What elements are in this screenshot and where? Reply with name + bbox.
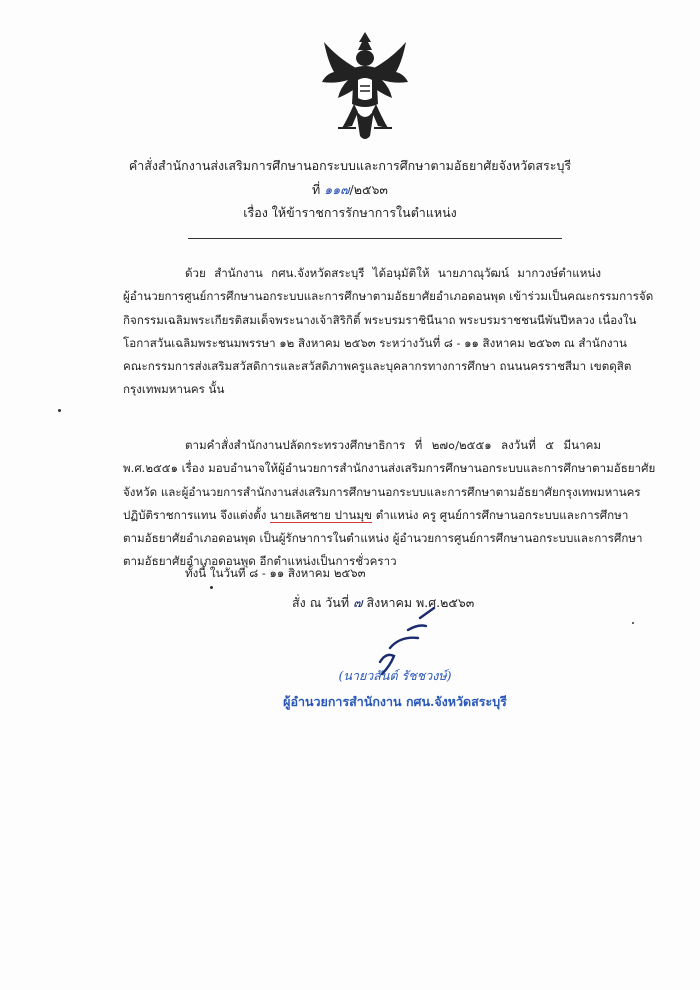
order-number bbox=[0, 180, 700, 200]
scan-speck bbox=[58, 409, 61, 412]
signer-position: ผู้อำนวยการสำนักงาน กศน.จังหวัดสระบุรี bbox=[283, 694, 507, 709]
order-number-handwritten: ๑๑๗ bbox=[324, 182, 350, 197]
para2-line4-after: ตำแหน่ง ครู ศูนย์การศึกษานอกระบบและการศึกษา bbox=[372, 507, 629, 522]
paragraph-3 bbox=[123, 562, 601, 585]
para1-line: กรุงเทพมหานคร นั้น bbox=[123, 382, 225, 397]
signing-date-middle: สิงหาคม พ.ศ. bbox=[366, 595, 441, 610]
para3-line: ทั้งนี้ ในวันที่ ๘ - ๑๑ สิงหาคม ๒๕๖๓ bbox=[185, 566, 366, 580]
order-title: คำสั่งสำนักงานส่งเสริมการศึกษานอกระบบและการศึกษาตามอัธยาศัยจังหวัดสระบุรี bbox=[128, 158, 572, 173]
order-number-suffix: /๒๕๖๓ bbox=[349, 182, 388, 197]
order-subject: เรื่อง ให้ข้าราชการรักษาการในตำแหน่ง bbox=[243, 205, 457, 220]
para1-line: โอกาสวันเฉลิมพระชนมพรรษา ๑๒ สิงหาคม ๒๕๖๓ ระหว่างวันที่ ๘ - ๑๑ สิงหาคม ๒๕๖๓ ณ สำนักงาน bbox=[123, 335, 627, 350]
divider-line bbox=[188, 238, 562, 239]
order-number-prefix: ที่ bbox=[312, 182, 321, 197]
scan-speck bbox=[210, 586, 213, 589]
para1-line: กิจกรรมเฉลิมพระเกียรติสมเด็จพระนางเจ้าสิริกิติ์ พระบรมราชินีนาถ พระบรมราชชนนีพันปีหลวง เนื่องใน bbox=[123, 312, 637, 327]
signing-day-handwritten: ๗ bbox=[353, 595, 363, 610]
para2-line: พ.ศ.๒๕๕๑ เรื่อง มอบอำนาจให้ผู้อำนวยการสำนักงานส่งเสริมการศึกษานอกระบบและการศึกษาตามอัธยาศัย bbox=[123, 461, 656, 476]
para1-line: ด้วย สำนักงาน กศน.จังหวัดสระบุรี ได้อนุมัติให้ นายภาณุวัฒน์ มากวงษ์ตำแหน่ง bbox=[185, 266, 601, 280]
para2-line: ตามอัธยาศัยอำเภอดอนพุด เป็นผู้รักษาการในตำแหน่ง ผู้อำนวยการศูนย์การศึกษานอกระบบและการศึกษา bbox=[123, 531, 643, 546]
paragraph-2 bbox=[123, 434, 656, 574]
para2-line: ตามอัธยาศัยอำเภอดอนพุด อีกตำแหน่งเป็นการชั่วคราว bbox=[123, 554, 397, 569]
signing-date-prefix: สั่ง ณ วันที่ bbox=[292, 595, 350, 610]
para2-line: ตามคำสั่งสำนักงานปลัดกระทรวงศึกษาธิการ ที่ ๒๗๐/๒๕๕๑ ลงวันที่ ๕ มีนาคม bbox=[185, 438, 601, 452]
para2-line bbox=[123, 504, 629, 527]
para1-line: ผู้อำนวยการศูนย์การศึกษานอกระบบและการศึกษาตามอัธยาศัยอำเภอดอนพุด เข้าร่วมเป็นคณะกรรมการจัด bbox=[123, 289, 654, 304]
appointee-name: นายเลิศชาย ปานมุข bbox=[270, 507, 373, 522]
para2-line: จังหวัด และผู้อำนวยการสำนักงานส่งเสริมการศึกษานอกระบบและการศึกษาตามอัธยาศัยกรุงเทพมหานคร bbox=[123, 484, 641, 499]
para1-line: คณะกรรมการส่งเสริมสวัสดิการและสวัสดิภาพครูและบุคลากรทางการศึกษา ถนนนครราชสีมา เขตดุสิต bbox=[123, 359, 632, 374]
paragraph-1 bbox=[123, 262, 654, 402]
scan-speck bbox=[632, 622, 634, 624]
para2-line4-before: ปฏิบัติราชการแทน จึงแต่งตั้ง bbox=[123, 507, 271, 522]
signing-year: ๒๕๖๓ bbox=[440, 595, 475, 610]
signer-name: (นายวสันต์ รัชชวงษ์) bbox=[338, 668, 452, 683]
garuda-emblem-icon bbox=[318, 28, 412, 146]
